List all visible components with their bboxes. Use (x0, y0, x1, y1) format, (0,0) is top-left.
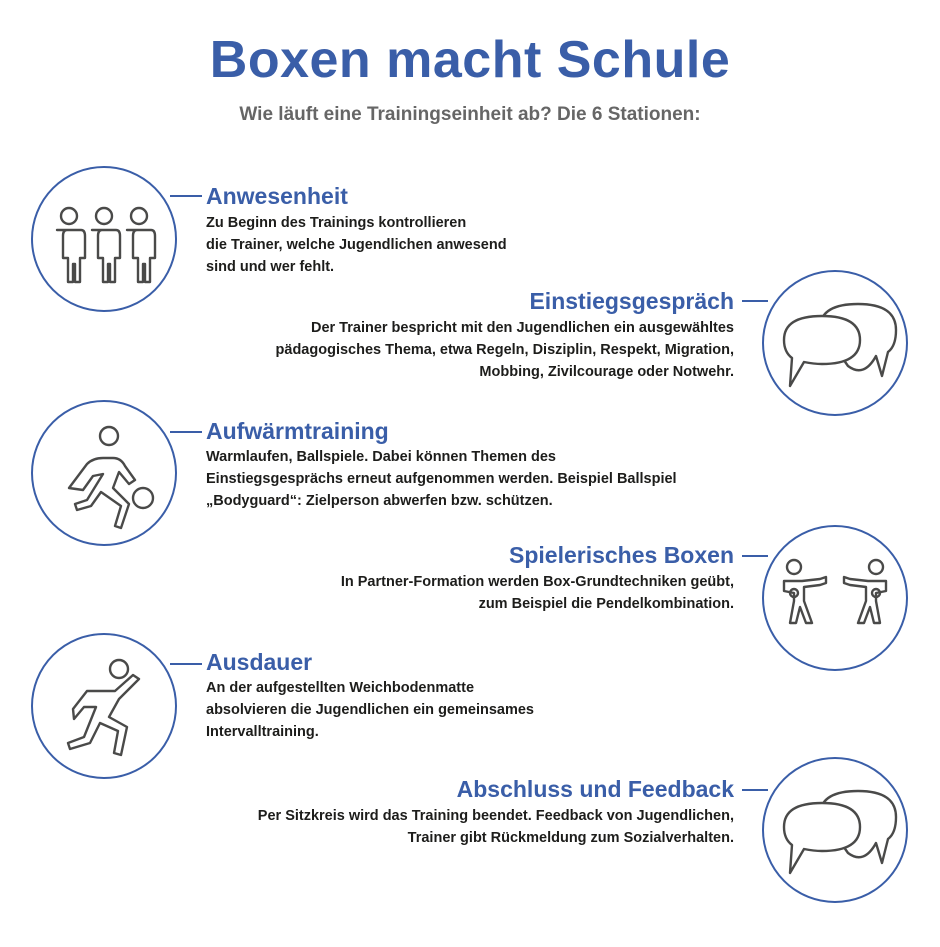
page-subtitle: Wie läuft eine Trainingseinheit ab? Die 6 Stationen: (239, 104, 701, 125)
station-title: Einstiegsgespräch (529, 288, 734, 314)
station-icon-circle (762, 270, 908, 416)
connector-line (170, 195, 202, 197)
station-description: Warmlaufen, Ballspiele. Dabei können Themen des Einstiegsgesprächs erneut aufgenommen werden. Beispiel Ballspiel „Bodyguard“: Zielperson abwerfen bzw. schützen. (206, 449, 677, 509)
station-description: Per Sitzkreis wird das Training beendet. Feedback von Jugendlichen, Trainer gibt Rückmeldung zum Sozialverhalten. (257, 808, 734, 846)
station-title: Anwesenheit (206, 183, 348, 209)
connector-line (742, 555, 768, 557)
station-icon-circle (31, 400, 177, 546)
station-description: An der aufgestellten Weichbodenmatte absolvieren die Jugendlichen ein gemeinsames Intervalltraining. (206, 680, 534, 740)
connector-line (170, 663, 202, 665)
speech-bubbles-icon (764, 759, 906, 901)
station-description: Der Trainer bespricht mit den Jugendlichen ein ausgewähltes pädagogisches Thema, etwa Regeln, Disziplin, Respekt, Migration, Mobbing, Zivilcourage oder Notwehr. (275, 320, 734, 380)
station-icon-circle (762, 757, 908, 903)
speech-bubbles-icon (764, 272, 906, 414)
connector-line (742, 300, 768, 302)
station-title: Aufwärmtraining (206, 418, 389, 444)
connector-line (170, 431, 202, 433)
runner-icon (33, 635, 175, 777)
connector-line (742, 789, 768, 791)
page-title: Boxen macht Schule (209, 31, 731, 89)
station-icon-circle (31, 633, 177, 779)
station-icon-circle (762, 525, 908, 671)
station-title: Ausdauer (206, 649, 313, 675)
group-of-people-icon (33, 168, 175, 310)
station-description: In Partner-Formation werden Box-Grundtechniken geübt, zum Beispiel die Pendelkombination. (340, 574, 734, 612)
station-icon-circle (31, 166, 177, 312)
station-description: Zu Beginn des Trainings kontrollieren die Trainer, welche Jugendlichen anwesend sind und wer fehlt. (206, 215, 507, 275)
station-title: Abschluss und Feedback (456, 776, 734, 802)
ball-player-icon (33, 402, 175, 544)
boxers-icon (764, 527, 906, 669)
station-title: Spielerisches Boxen (509, 542, 734, 568)
